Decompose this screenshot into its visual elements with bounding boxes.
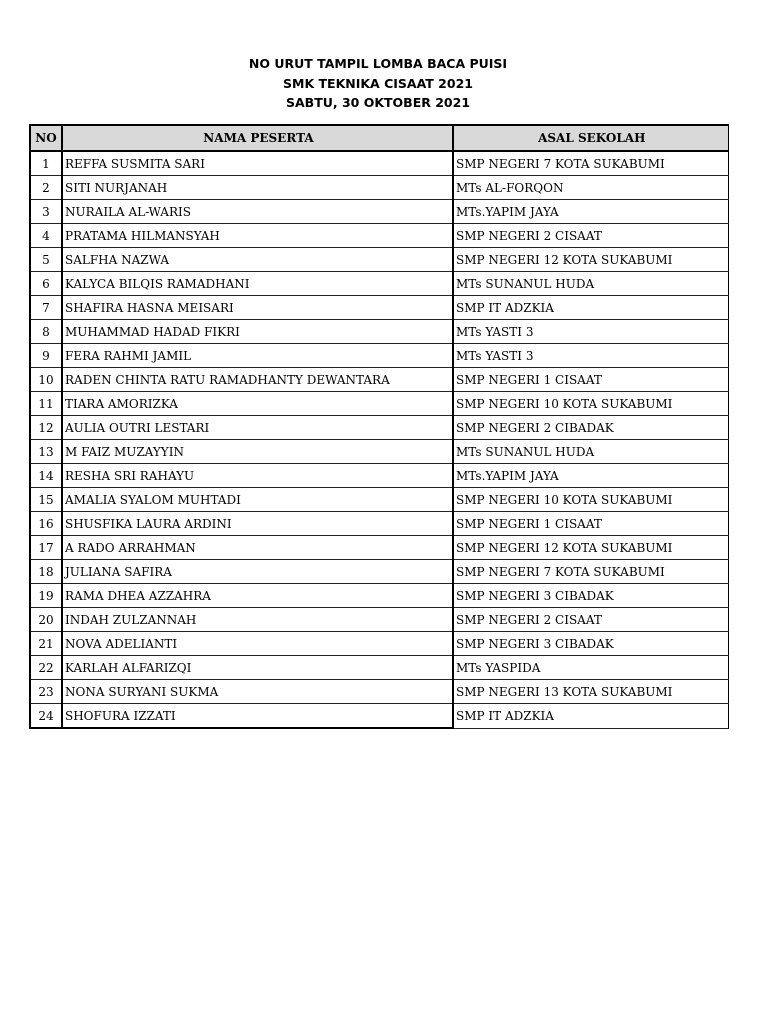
- table-row: [30, 272, 728, 296]
- cell-no: 6: [30, 272, 62, 296]
- title-line-event: NO URUT TAMPIL LOMBA BACA PUISI: [248, 56, 508, 71]
- cell-school-origin: SMP NEGERI 3 CIBADAK: [453, 632, 728, 656]
- cell-participant-name: MUHAMMAD HADAD FIKRI: [62, 320, 453, 344]
- table-body: [30, 151, 728, 728]
- cell-participant-name: SITI NURJANAH: [62, 176, 453, 200]
- cell-no: 21: [30, 632, 62, 656]
- cell-participant-name: SHUSFIKA LAURA ARDINI: [62, 512, 453, 536]
- cell-no: 20: [30, 608, 62, 632]
- cell-school-origin: SMP NEGERI 13 KOTA SUKABUMI: [453, 680, 728, 704]
- cell-no: 7: [30, 296, 62, 320]
- cell-participant-name: TIARA AMORIZKA: [62, 392, 453, 416]
- header-no: NO: [30, 125, 62, 151]
- table-row: [30, 176, 728, 200]
- cell-no: 16: [30, 512, 62, 536]
- cell-participant-name: AULIA OUTRI LESTARI: [62, 416, 453, 440]
- cell-participant-name: SHOFURA IZZATI: [62, 704, 453, 729]
- cell-no: 12: [30, 416, 62, 440]
- cell-participant-name: RESHA SRI RAHAYU: [62, 464, 453, 488]
- cell-school-origin: SMP NEGERI 2 CIBADAK: [453, 416, 728, 440]
- table-row: [30, 440, 728, 464]
- table-row: [30, 296, 728, 320]
- cell-no: 18: [30, 560, 62, 584]
- cell-participant-name: RAMA DHEA AZZAHRA: [62, 584, 453, 608]
- cell-no: 9: [30, 344, 62, 368]
- cell-school-origin: SMP IT ADZKIA: [453, 296, 728, 320]
- cell-no: 13: [30, 440, 62, 464]
- table-header-row: [30, 125, 728, 151]
- table-row: [30, 584, 728, 608]
- table-row: [30, 344, 728, 368]
- cell-school-origin: MTs YASTI 3: [453, 344, 728, 368]
- cell-participant-name: PRATAMA HILMANSYAH: [62, 224, 453, 248]
- cell-school-origin: MTs AL-FORQON: [453, 176, 728, 200]
- title-line-date: SABTU, 30 OKTOBER 2021: [285, 95, 471, 110]
- table-row: [30, 656, 728, 680]
- cell-school-origin: SMP NEGERI 12 KOTA SUKABUMI: [453, 248, 728, 272]
- cell-no: 15: [30, 488, 62, 512]
- cell-participant-name: M FAIZ MUZAYYIN: [62, 440, 453, 464]
- document-title: [0, 54, 756, 113]
- cell-school-origin: MTs.YAPIM JAYA: [453, 464, 728, 488]
- cell-no: 11: [30, 392, 62, 416]
- header-school-origin: ASAL SEKOLAH: [453, 125, 728, 151]
- cell-school-origin: SMP NEGERI 7 KOTA SUKABUMI: [453, 560, 728, 584]
- table-row: [30, 512, 728, 536]
- cell-no: 22: [30, 656, 62, 680]
- cell-no: 23: [30, 680, 62, 704]
- cell-participant-name: REFFA SUSMITA SARI: [62, 151, 453, 176]
- header-participant-name: NAMA PESERTA: [62, 125, 453, 151]
- table-row: [30, 392, 728, 416]
- table-row: [30, 488, 728, 512]
- table-row: [30, 536, 728, 560]
- table-row: [30, 320, 728, 344]
- cell-participant-name: KARLAH ALFARIZQI: [62, 656, 453, 680]
- table-row: [30, 200, 728, 224]
- cell-participant-name: INDAH ZULZANNAH: [62, 608, 453, 632]
- table-row: [30, 560, 728, 584]
- cell-school-origin: SMP NEGERI 2 CISAAT: [453, 608, 728, 632]
- cell-school-origin: SMP NEGERI 1 CISAAT: [453, 368, 728, 392]
- cell-school-origin: MTs SUNANUL HUDA: [453, 440, 728, 464]
- cell-school-origin: MTs YASTI 3: [453, 320, 728, 344]
- table-row: [30, 704, 728, 729]
- cell-no: 1: [30, 151, 62, 176]
- cell-no: 5: [30, 248, 62, 272]
- cell-no: 14: [30, 464, 62, 488]
- table-row: [30, 416, 728, 440]
- cell-school-origin: SMP NEGERI 3 CIBADAK: [453, 584, 728, 608]
- cell-school-origin: SMP NEGERI 2 CISAAT: [453, 224, 728, 248]
- cell-school-origin: SMP NEGERI 1 CISAAT: [453, 512, 728, 536]
- cell-participant-name: AMALIA SYALOM MUHTADI: [62, 488, 453, 512]
- cell-participant-name: A RADO ARRAHMAN: [62, 536, 453, 560]
- table-row: [30, 632, 728, 656]
- cell-school-origin: MTs.YAPIM JAYA: [453, 200, 728, 224]
- cell-participant-name: RADEN CHINTA RATU RAMADHANTY DEWANTARA: [62, 368, 453, 392]
- table-row: [30, 151, 728, 176]
- cell-school-origin: SMP IT ADZKIA: [453, 704, 728, 729]
- cell-school-origin: SMP NEGERI 10 KOTA SUKABUMI: [453, 392, 728, 416]
- cell-participant-name: KALYCA BILQIS RAMADHANI: [62, 272, 453, 296]
- cell-no: 17: [30, 536, 62, 560]
- table-row: [30, 248, 728, 272]
- cell-school-origin: MTs SUNANUL HUDA: [453, 272, 728, 296]
- cell-no: 2: [30, 176, 62, 200]
- cell-no: 3: [30, 200, 62, 224]
- cell-no: 10: [30, 368, 62, 392]
- cell-no: 19: [30, 584, 62, 608]
- cell-participant-name: NURAILA AL-WARIS: [62, 200, 453, 224]
- cell-participant-name: FERA RAHMI JAMIL: [62, 344, 453, 368]
- cell-school-origin: MTs YASPIDA: [453, 656, 728, 680]
- cell-no: 4: [30, 224, 62, 248]
- cell-school-origin: SMP NEGERI 10 KOTA SUKABUMI: [453, 488, 728, 512]
- table-row: [30, 224, 728, 248]
- cell-no: 8: [30, 320, 62, 344]
- cell-participant-name: JULIANA SAFIRA: [62, 560, 453, 584]
- table-row: [30, 680, 728, 704]
- cell-no: 24: [30, 704, 62, 729]
- title-line-venue: SMK TEKNIKA CISAAT 2021: [283, 75, 473, 91]
- cell-participant-name: NOVA ADELIANTI: [62, 632, 453, 656]
- cell-school-origin: SMP NEGERI 7 KOTA SUKABUMI: [453, 151, 728, 176]
- table-row: [30, 608, 728, 632]
- table-row: [30, 464, 728, 488]
- cell-school-origin: SMP NEGERI 12 KOTA SUKABUMI: [453, 536, 728, 560]
- participant-table: [29, 124, 729, 729]
- table-row: [30, 368, 728, 392]
- cell-participant-name: SALFHA NAZWA: [62, 248, 453, 272]
- cell-participant-name: SHAFIRA HASNA MEISARI: [62, 296, 453, 320]
- cell-participant-name: NONA SURYANI SUKMA: [62, 680, 453, 704]
